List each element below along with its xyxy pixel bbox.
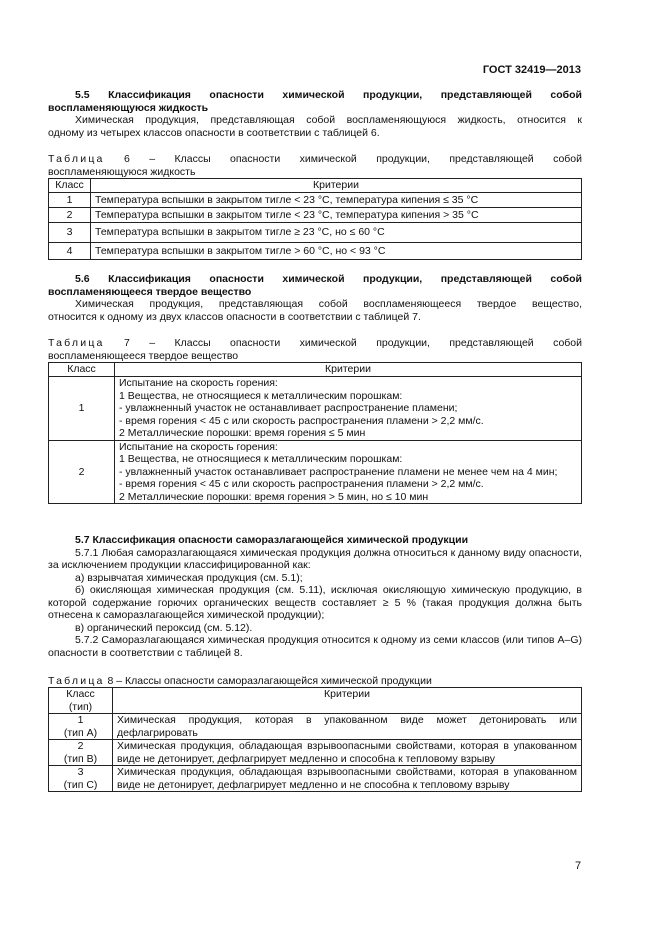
criteria-line: - увлажненный участок не останавливает распространение пламени; xyxy=(119,402,458,414)
column-header-criteria: Критерии xyxy=(113,688,582,714)
section-heading: 5.5 Классификация опасности химической продукции, представляющей собой xyxy=(75,89,582,101)
criteria-line: - время горения < 45 с или скорость распространения пламени > 2,2 мм/с. xyxy=(119,478,484,490)
criteria-cell: Температура вспышки в закрытом тигле < 23 °С, температура кипения ≤ 35 °С xyxy=(91,193,582,208)
class-type: (тип B) xyxy=(63,752,98,765)
table-6 xyxy=(48,178,582,260)
section-5-7 xyxy=(48,534,582,659)
criteria-cell xyxy=(115,377,582,441)
paragraph-cont: относится к одному из двух классов опасности в соответствии с таблицей 7. xyxy=(48,310,421,323)
table-row xyxy=(49,243,582,260)
class-cell xyxy=(49,740,113,766)
paragraph-cont: одному из четырех классов опасности в соответствии с таблицей 6. xyxy=(48,126,380,139)
section-heading-cont: воспламеняющуюся жидкость xyxy=(48,101,209,114)
criteria-line: 2 Металлические порошки: время горения ≤ 5 мин xyxy=(119,427,366,439)
caption-text: 7 – Классы опасности химической продукции, представляющей собой xyxy=(124,337,582,349)
class-cell: 4 xyxy=(49,243,91,260)
class-cell: 1 xyxy=(49,377,115,441)
class-number: 3 xyxy=(77,766,84,778)
table-row xyxy=(49,223,582,243)
class-type: (тип A) xyxy=(63,726,98,739)
caption-text-cont: воспламеняющееся твердое вещество xyxy=(48,349,239,362)
column-header-class: Класс xyxy=(49,179,91,193)
list-item: в) органический пероксид (см. 5.12). xyxy=(75,621,253,634)
criteria-line: 1 Вещества, не относящиеся к металлическим порошкам: xyxy=(119,453,403,465)
paragraph: Химическая продукция, представляющая собой воспламеняющуюся жидкость, относится к xyxy=(75,114,582,126)
section-heading: 5.6 Классификация опасности химической продукции, представляющей собой xyxy=(75,273,582,285)
table-8 xyxy=(48,687,582,792)
table-row xyxy=(49,440,582,504)
column-header-class: Класс xyxy=(49,363,115,377)
caption-label: Таблица xyxy=(48,153,105,165)
caption-label: Таблица xyxy=(48,337,105,349)
column-header-criteria: Критерии xyxy=(91,179,582,193)
paragraph: 5.7.1 Любая саморазлагающаяся химическая продукция должна относиться к данному виду опасности, за исключением продукции классифицированной как: xyxy=(48,546,582,571)
list-item: а) взрывчатая химическая продукция (см. 5.1); xyxy=(75,571,303,584)
caption-text: 8 – Классы опасности саморазлагающейся химической продукции xyxy=(107,675,432,687)
caption-label: Таблица xyxy=(48,675,105,687)
criteria-cell: Температура вспышки в закрытом тигле > 60 °С, но < 93 °С xyxy=(91,243,582,260)
table-row xyxy=(49,740,582,766)
table-7-caption xyxy=(48,337,582,362)
section-heading-cont: воспламеняющееся твердое вещество xyxy=(48,285,252,298)
criteria-cell: Химическая продукция, которая в упакованном виде может детонировать или дефлагрировать xyxy=(113,714,582,740)
class-cell xyxy=(49,714,113,740)
list-item: б) окисляющая химическая продукция (см. 5.11), исключая окисляющую химическую продукцию, в которой содержание горючих органических веществ составляет ≥ 5 % (такая продукция должна быть отнесена к саморазлагающейся химической продукции); xyxy=(48,584,582,621)
column-header-criteria: Критерии xyxy=(115,363,582,377)
section-5-5 xyxy=(48,89,582,139)
page-number: 7 xyxy=(575,860,582,872)
caption-text: 6 – Классы опасности химической продукции, представляющей собой xyxy=(124,153,582,165)
table-row xyxy=(49,193,582,208)
table-row xyxy=(49,208,582,223)
class-number: 2 xyxy=(77,740,84,752)
class-type: (тип C) xyxy=(63,778,98,791)
criteria-cell: Температура вспышки в закрытом тигле < 23 °С, температура кипения > 35 °С xyxy=(91,208,582,223)
criteria-line: 1 Вещества, не относящиеся к металлическим порошкам: xyxy=(119,389,403,402)
criteria-cell xyxy=(115,440,582,504)
criteria-line: Испытание на скорость горения: xyxy=(119,440,278,453)
table-7 xyxy=(48,362,582,504)
paragraph: 5.7.2 Саморазлагающаяся химическая продукция относится к одному из семи классов (или типов A–G) опасности в соответствии с таблицей 8. xyxy=(48,634,582,659)
criteria-cell: Химическая продукция, обладающая взрывоопасными свойствами, которая в упакованном виде не детонирует, дефлагрирует медленно и способна к тепловому взрыву xyxy=(113,740,582,766)
criteria-line: - увлажненный участок останавливает распространение пламени не менее чем на 4 мин; xyxy=(119,465,558,478)
criteria-cell: Температура вспышки в закрытом тигле ≥ 23 °С, но ≤ 60 °С xyxy=(91,223,582,243)
table-row xyxy=(49,377,582,441)
standard-code: ГОСТ 32419—2013 xyxy=(482,64,581,76)
table-8-caption xyxy=(48,675,582,688)
table-row xyxy=(49,766,582,792)
class-number: 1 xyxy=(77,714,84,726)
section-5-6 xyxy=(48,273,582,323)
class-cell: 1 xyxy=(49,193,91,208)
class-cell: 2 xyxy=(49,208,91,223)
class-cell: 3 xyxy=(49,223,91,243)
criteria-cell: Химическая продукция, обладающая взрывоопасными свойствами, которая в упакованном виде не детонирует, дефлагрирует медленно и не способна к тепловому взрыву xyxy=(113,766,582,792)
section-heading: 5.7 Классификация опасности саморазлагающейся химической продукции xyxy=(75,534,469,546)
paragraph: Химическая продукция, представляющая собой воспламеняющееся твердое вещество, xyxy=(75,298,582,310)
table-6-caption xyxy=(48,153,582,178)
criteria-line: 2 Металлические порошки: время горения > 5 мин, но ≤ 10 мин xyxy=(119,490,429,503)
table-row xyxy=(49,714,582,740)
criteria-line: - время горения < 45 с или скорость распространения пламени > 2,2 мм/с. xyxy=(119,414,484,427)
column-header-class: Класс (тип) xyxy=(49,688,113,714)
class-cell xyxy=(49,766,113,792)
caption-text-cont: воспламеняющуюся жидкость xyxy=(48,165,196,178)
criteria-line: Испытание на скорость горения: xyxy=(119,377,278,389)
class-cell: 2 xyxy=(49,440,115,504)
